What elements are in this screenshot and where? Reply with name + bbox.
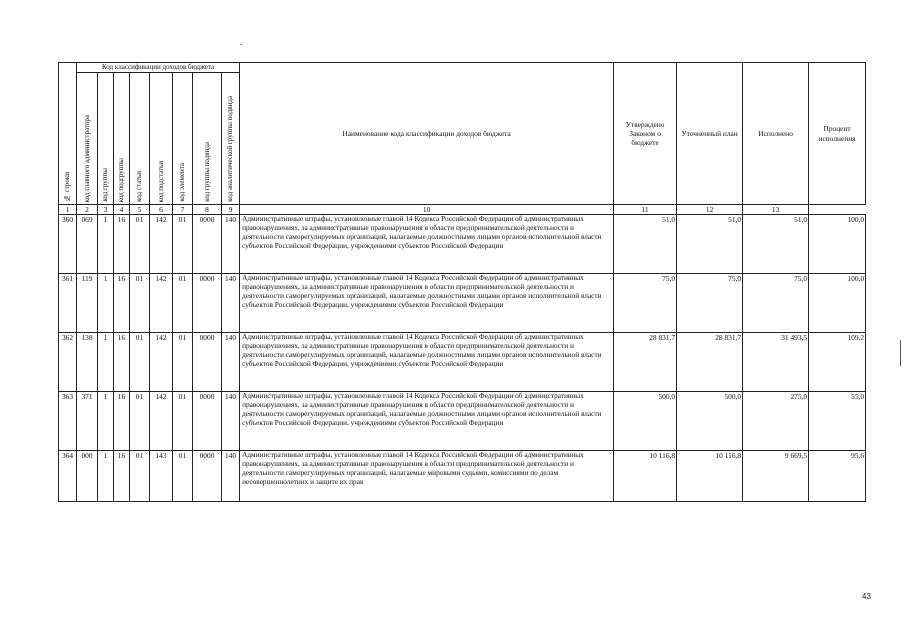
code-cell: 142 [150,215,173,274]
row-number: 364 [59,451,77,502]
percent-header: Процент исполнения [809,63,866,205]
code-cell: 01 [130,392,150,451]
code-cell: 01 [130,451,150,502]
code-cell: 138 [77,333,98,392]
executed-value: 75,0 [743,274,809,333]
adjusted-value: 10 116,8 [677,451,743,502]
revenue-name-cell: Административные штрафы, установленные главой 14 Кодекса Российской Федерации об административных правонарушениях, за административные правонарушения в области предпринимательской деятельности и деятельности саморегулируемых организаций, налагаемые должностными лицами органов исполнительной власти субъектов Российской Федерации, учреждениями субъектов Российской Федерации [240,333,614,392]
code-cell: 140 [222,451,240,502]
adjusted-header: Уточненный план [677,63,743,205]
approved-value: 51,0 [614,215,677,274]
code-header-subgroup: код подгруппы [114,73,130,205]
revenue-name-cell: Административные штрафы, установленные главой 14 Кодекса Российской Федерации об административных правонарушениях, за административные правонарушения в области предпринимательской деятельности и деятельности саморегулируемых организаций, налагаемые должностными лицами органов исполнительной власти субъектов Российской Федерации, учреждениями субъектов Российской Федерации [240,274,614,333]
executed-value: 9 669,5 [743,451,809,502]
percent-value: 55,0 [809,392,866,451]
code-cell: 140 [222,215,240,274]
executed-value: 275,0 [743,392,809,451]
code-cell: 0000 [193,333,222,392]
executed-value: 51,0 [743,215,809,274]
adjusted-value: 51,0 [677,215,743,274]
revenue-name-cell: Административные штрафы, установленные главой 14 Кодекса Российской Федерации об административных правонарушениях, за административные правонарушения в области предпринимательской деятельности и деятельности саморегулируемых организаций, налагаемые должностными лицами органов исполнительной власти субъектов Российской Федерации, учреждениями субъектов Российской Федерации [240,215,614,274]
code-cell: 143 [150,451,173,502]
code-cell: 0000 [193,451,222,502]
code-cell: 16 [114,333,130,392]
code-cell: 01 [173,274,193,333]
code-cell: 371 [77,392,98,451]
classification-group-header: Код классификации доходов бюджета [77,63,240,73]
column-number: 1 [59,205,77,215]
percent-value: 109,2 [809,333,866,392]
column-number: 5 [130,205,150,215]
code-cell: 0000 [193,215,222,274]
percent-value: 100,0 [809,274,866,333]
table-row [59,215,866,274]
column-number: 11 [614,205,677,215]
name-header: Наименование кода классификации доходов бюджета [240,63,614,205]
table-row [59,392,866,451]
code-cell: 142 [150,333,173,392]
row-number-header: № строки [59,63,77,205]
page-number: 43 [862,592,871,601]
code-cell: 1 [98,392,114,451]
column-number-row [59,205,866,215]
column-number: 10 [240,205,614,215]
table-row [59,451,866,502]
code-cell: 140 [222,392,240,451]
code-cell: 000 [77,451,98,502]
column-number: 4 [114,205,130,215]
margin-mark [900,340,901,366]
code-cell: 01 [130,215,150,274]
code-cell: 0000 [193,274,222,333]
approved-value: 500,0 [614,392,677,451]
row-number: 360 [59,215,77,274]
executed-value: 31 493,5 [743,333,809,392]
row-number: 362 [59,333,77,392]
adjusted-value: 28 831,7 [677,333,743,392]
column-number: 8 [193,205,222,215]
code-cell: 140 [222,274,240,333]
code-cell: 16 [114,215,130,274]
adjusted-value: 75,0 [677,274,743,333]
code-cell: 01 [173,392,193,451]
column-number: 3 [98,205,114,215]
code-cell: 140 [222,333,240,392]
revenue-name-cell: Административные штрафы, установленные главой 14 Кодекса Российской Федерации об административных правонарушениях, за административные правонарушения в области предпринимательской деятельности и деятельности саморегулируемых организаций, налагаемые должностными лицами органов исполнительной власти субъектов Российской Федерации, учреждениями субъектов Российской Федерации [240,392,614,451]
percent-value: 95,6 [809,451,866,502]
code-cell: 01 [173,333,193,392]
executed-header: Исполнено [743,63,809,205]
code-cell: 16 [114,392,130,451]
column-number: 9 [222,205,240,215]
code-cell: 1 [98,215,114,274]
code-cell: 16 [114,451,130,502]
code-header-element: код элемента [173,73,193,205]
row-number: 363 [59,392,77,451]
code-cell: 142 [150,274,173,333]
approved-value: 10 116,8 [614,451,677,502]
column-number: 6 [150,205,173,215]
code-cell: 01 [173,215,193,274]
budget-revenue-table [58,62,866,502]
code-header-admin: код главного администратора [77,73,98,205]
revenue-name-cell: Административные штрафы, установленные главой 14 Кодекса Российской Федерации об административных правонарушениях, за административные правонарушения в области предпринимательской деятельности и деятельности саморегулируемых организаций, налагаемые мировыми судьями, комиссиями по делам несовершеннолетних и защите их прав [240,451,614,502]
code-header-analytic-group: код аналитической группы подвида [222,73,240,205]
code-cell: 119 [77,274,98,333]
approved-value: 28 831,7 [614,333,677,392]
code-header-subtype-group: код группы подвида [193,73,222,205]
adjusted-value: 500,0 [677,392,743,451]
code-cell: 1 [98,451,114,502]
code-cell: 1 [98,333,114,392]
code-cell: 069 [77,215,98,274]
code-cell: 1 [98,274,114,333]
percent-value: 100,0 [809,215,866,274]
code-header-subarticle: код подстатьи [150,73,173,205]
approved-header: Утверждено Законом о бюджете [614,63,677,205]
code-cell: 01 [173,451,193,502]
code-header-group: код группы [98,73,114,205]
column-number: 2 [77,205,98,215]
column-number: 12 [677,205,743,215]
code-cell: 0000 [193,392,222,451]
table-row [59,274,866,333]
column-number: 13 [743,205,809,215]
code-header-article: код статьи [130,73,150,205]
code-cell: 01 [130,333,150,392]
approved-value: 75,0 [614,274,677,333]
code-cell: 142 [150,392,173,451]
code-cell: 01 [130,274,150,333]
scan-speck [240,44,242,45]
row-number: 361 [59,274,77,333]
table-row [59,333,866,392]
column-number: 7 [173,205,193,215]
code-cell: 16 [114,274,130,333]
